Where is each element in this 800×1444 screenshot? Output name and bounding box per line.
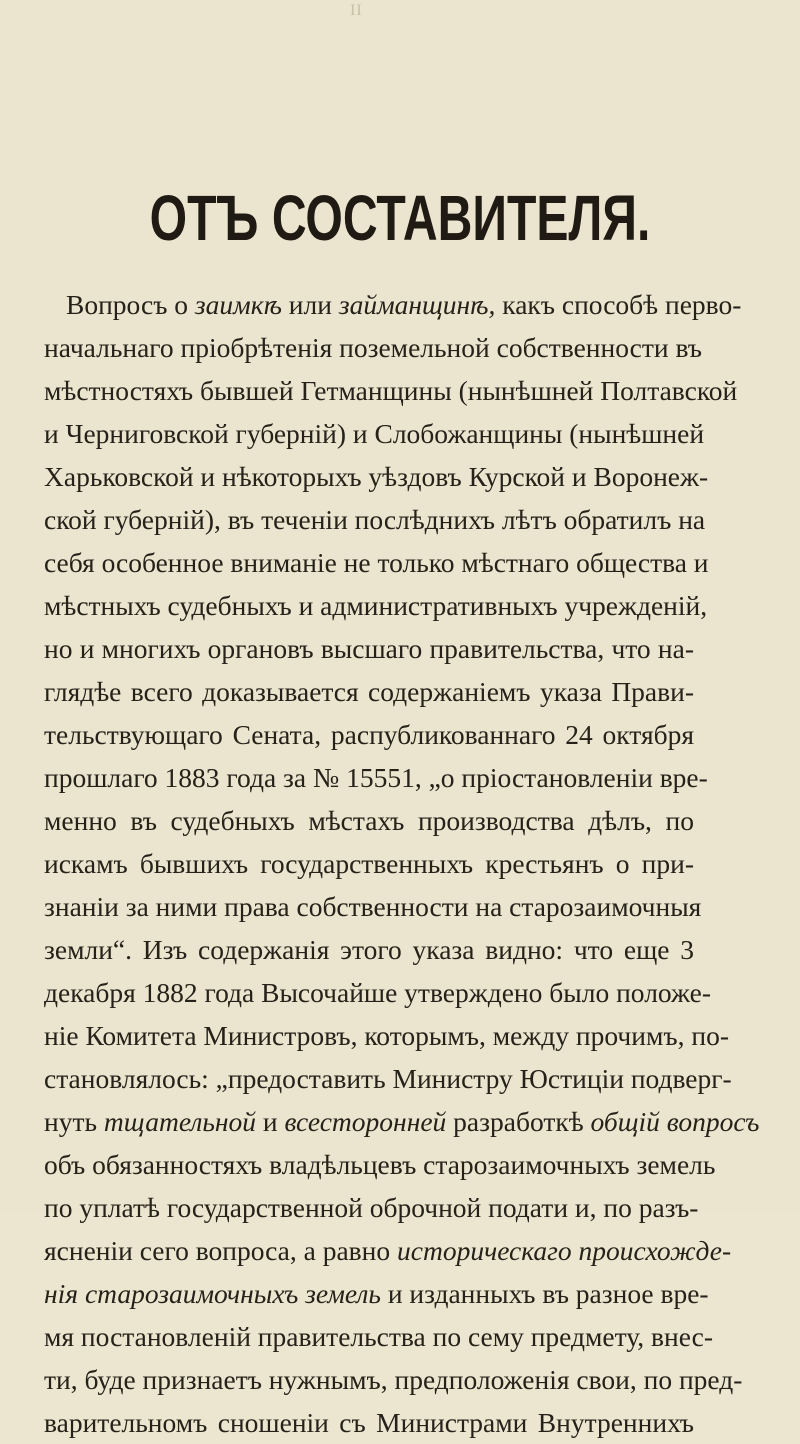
text-run: ской губерній), въ теченіи послѣднихъ лѣтъ обратилъ на — [44, 504, 706, 535]
text-line — [44, 928, 694, 971]
text-run: и изданныхъ въ разное вре- — [380, 1278, 709, 1309]
text-line — [44, 498, 706, 541]
preface-text — [44, 283, 760, 1444]
text-run: декабря 1882 года Высочайше утверждено было положе- — [44, 977, 711, 1008]
text-line — [44, 842, 694, 885]
text-run: знаніи за ними права собственности на старозаимочныя — [44, 891, 702, 922]
text-line — [44, 627, 694, 670]
italic-run: всесторонней — [284, 1106, 447, 1137]
text-line — [44, 1100, 760, 1143]
text-line — [44, 1272, 709, 1315]
italic-run: заимкѣ — [194, 289, 282, 320]
text-run: ти, буде признаетъ нужнымъ, предположенія свои, по пред- — [44, 1364, 743, 1395]
text-run: Харьковской и нѣкоторыхъ уѣздовъ Курской и Воронеж- — [44, 461, 709, 492]
text-line — [44, 1186, 699, 1229]
text-line — [44, 369, 738, 412]
text-line — [44, 412, 705, 455]
text-run: и — [256, 1106, 285, 1137]
text-run: ясненіи сего вопроса, а равно — [44, 1235, 398, 1266]
text-run: тельствующаго Сената, распубликованнаго 24 октября — [44, 719, 694, 750]
text-run: искамъ бывшихъ государственныхъ крестьянъ о при- — [44, 848, 694, 879]
text-run: нуть — [44, 1106, 104, 1137]
text-line — [44, 799, 694, 842]
text-line — [44, 1358, 743, 1401]
text-line — [44, 326, 703, 369]
text-line — [44, 283, 742, 326]
text-line — [44, 885, 702, 928]
text-run: мѣстныхъ судебныхъ и административныхъ учрежденій, — [44, 590, 708, 621]
text-line — [44, 1401, 694, 1444]
text-line — [44, 1014, 729, 1057]
text-run: но и многихъ органовъ высшаго правительства, что на- — [44, 633, 694, 664]
text-run: и Черниговской губерній) и Слобожанщины (нынѣшней — [44, 418, 705, 449]
text-line — [44, 756, 708, 799]
text-run: мѣстностяхъ бывшей Гетманщины (нынѣшней Полтавской — [44, 375, 738, 406]
text-line — [44, 1229, 732, 1272]
text-run: ніе Комитета Министровъ, которымъ, между прочимъ, по- — [44, 1020, 729, 1051]
italic-run: займанщинѣ, — [338, 289, 496, 320]
text-run: или — [281, 289, 339, 320]
text-line — [44, 455, 709, 498]
text-run: какъ способѣ перво- — [495, 289, 742, 320]
italic-run: нія старозаимочныхъ земель — [44, 1278, 381, 1309]
text-run: глядѣе всего доказывается содержаніемъ указа Прави- — [44, 676, 694, 707]
text-line — [44, 1315, 713, 1358]
text-line — [44, 713, 694, 756]
page-title: ОТЪ СОСТАВИТЕЛЯ. — [149, 181, 651, 254]
text-line — [44, 584, 708, 627]
text-run: себя особенное вниманіе не только мѣстнаго общества и — [44, 547, 709, 578]
text-run: начальнаго пріобрѣтенія поземельной собственности въ — [44, 332, 703, 363]
text-run: прошлаго 1883 года за № 15551, „о пріостановленіи вре- — [44, 762, 708, 793]
text-line — [44, 971, 711, 1014]
text-line — [44, 1143, 716, 1186]
text-run: варительномъ сношеніи съ Министрами Внутреннихъ — [44, 1407, 694, 1438]
text-run: по уплатѣ государственной оброчной подати и, по разъ- — [44, 1192, 699, 1223]
text-run: объ обязанностяхъ владѣльцевъ старозаимочныхъ земель — [44, 1149, 716, 1180]
italic-run: тщательной — [103, 1106, 256, 1137]
italic-run: общій вопросъ — [590, 1106, 760, 1137]
text-run: становлялось: „предоставить Министру Юстиціи подверг- — [44, 1063, 732, 1094]
text-run: Вопросъ о — [66, 289, 195, 320]
text-run: разработкѣ — [446, 1106, 591, 1137]
text-run: менно въ судебныхъ мѣстахъ производства дѣлъ, по — [44, 805, 694, 836]
text-line — [44, 670, 694, 713]
text-run: мя постановленій правительства по сему предмету, внес- — [44, 1321, 713, 1352]
text-line — [44, 1057, 732, 1100]
italic-run: историческаго происхожде- — [397, 1235, 732, 1266]
page-folio: II — [350, 2, 363, 19]
text-line — [44, 541, 709, 584]
text-run: земли“. Изъ содержанія этого указа видно: что еще 3 — [44, 934, 694, 965]
